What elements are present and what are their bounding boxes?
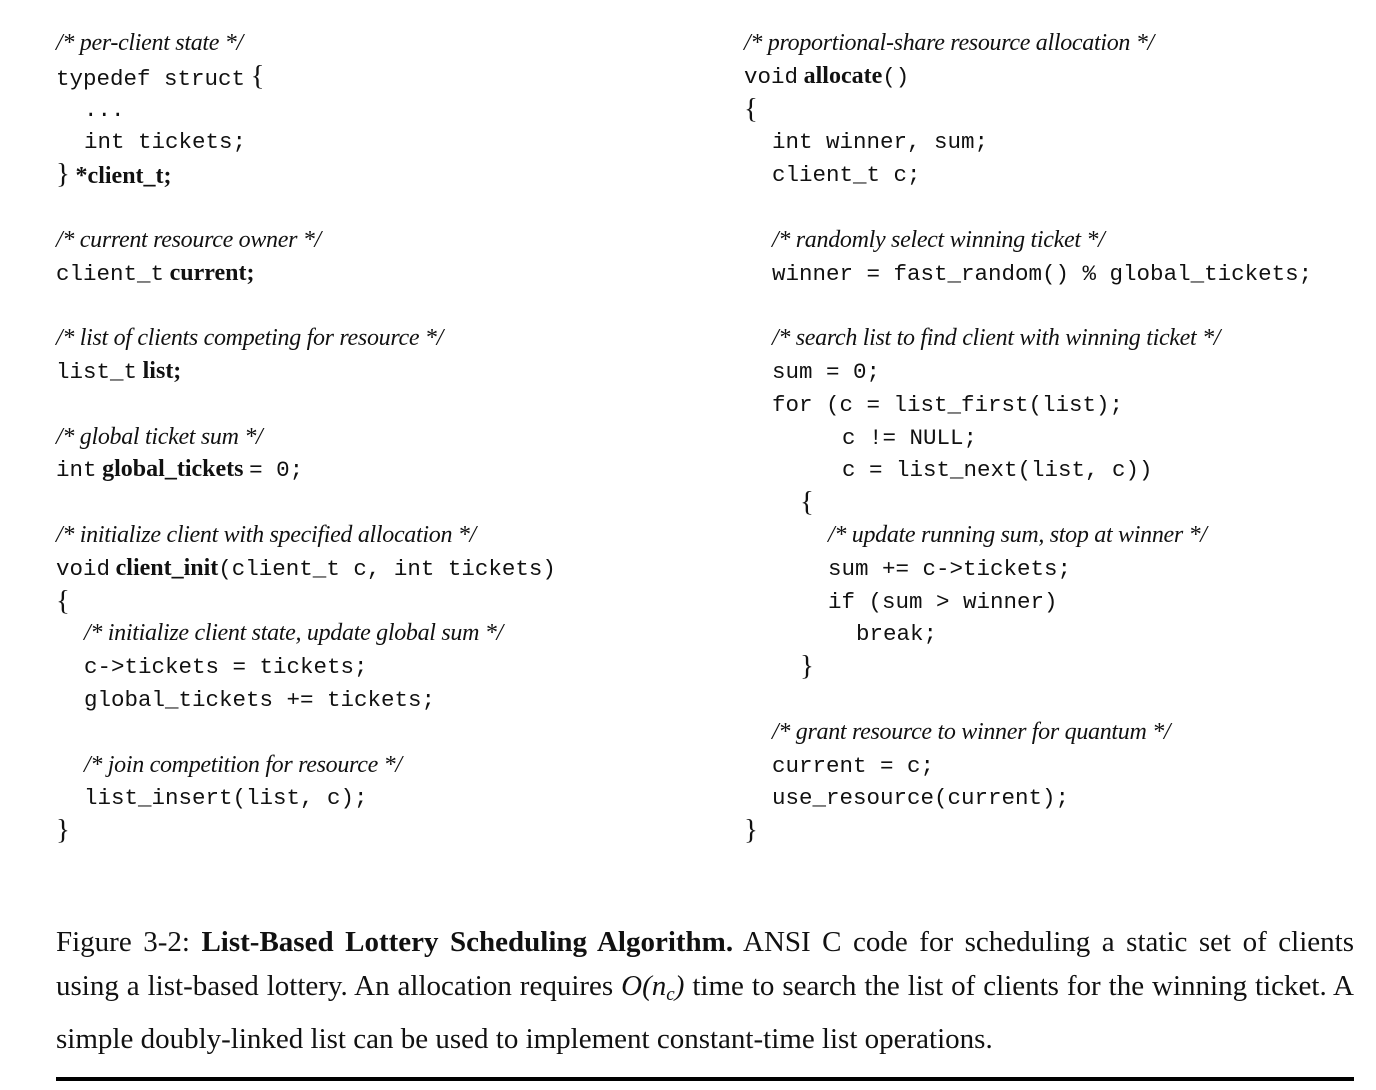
brace: { [800, 486, 814, 519]
variable-name: list; [142, 357, 182, 384]
brace: { [250, 59, 265, 92]
code-comment: /* per-client state */ [56, 30, 243, 56]
code-line: typedef struct [56, 65, 246, 92]
code-line: int [56, 457, 97, 484]
code-line: sum = 0; [772, 358, 881, 385]
code-comment: /* initialize client with specified allocation */ [56, 521, 476, 548]
code-line: list_insert(list, c); [84, 785, 368, 812]
function-name: allocate [803, 62, 883, 89]
code-line: int tickets; [84, 129, 247, 156]
code-comment: /* join competition for resource */ [84, 751, 402, 778]
figure-title: List-Based Lottery Scheduling Algorithm. [201, 926, 734, 958]
code-line: sum += c->tickets; [828, 555, 1072, 582]
code-comment: /* current resource owner */ [56, 226, 321, 253]
code-line: global_tickets += tickets; [84, 686, 436, 713]
code-line: if (sum > winner) [828, 588, 1058, 615]
code-line: winner = fast_random() % global_tickets; [772, 260, 1313, 287]
caption-text: time to search the list of clients for the winning ticket. A simple doubly-linked list can be used to implement constant-time list operations. [56, 970, 1355, 1055]
figure-caption [56, 920, 1354, 1061]
code-line: c = list_next(list, c)) [842, 457, 1153, 484]
figure-label: Figure 3-2: [56, 926, 190, 958]
brace: } [800, 650, 814, 683]
code-comment: /* randomly select winning ticket */ [772, 226, 1105, 253]
brace: } [56, 158, 70, 191]
code-line: for (c = list_first(list); [772, 391, 1124, 418]
brace: } [56, 814, 70, 847]
caption-text: ANSI C code for scheduling a static set of clients using a list-based lottery. An allocation requires [56, 926, 1354, 1002]
variable-name: global_tickets [102, 456, 244, 483]
right-code-column [744, 27, 1364, 847]
brace: { [56, 584, 70, 617]
code-line: client_t c; [772, 162, 921, 189]
code-line: (client_t c, int tickets) [218, 555, 556, 582]
code-line: int winner, sum; [772, 129, 989, 156]
math-complexity: $O(n_c)$ [621, 970, 685, 1005]
left-code-column [56, 27, 716, 847]
code-line: list_t [56, 358, 138, 385]
code-line: use_resource(current); [772, 785, 1070, 812]
code-line: current = c; [772, 752, 935, 779]
code-line: client_t [56, 260, 165, 287]
code-comment: /* global ticket sum */ [56, 423, 263, 450]
code-comment: /* grant resource to winner for quantum */ [772, 718, 1171, 745]
code-line: () [882, 63, 910, 90]
code-line: c->tickets = tickets; [84, 654, 368, 681]
variable-name: current; [169, 259, 255, 286]
code-comment: /* initialize client state, update global sum */ [84, 620, 503, 647]
code-comment: /* proportional-share resource allocation */ [744, 30, 1154, 56]
code-line: break; [856, 621, 938, 648]
code-line: ... [84, 96, 125, 123]
code-comment: /* update running sum, stop at winner */ [828, 521, 1207, 548]
type-name: *client_t; [75, 163, 172, 190]
code-line: = 0; [249, 457, 304, 484]
function-name: client_init [115, 554, 219, 581]
brace: } [744, 814, 758, 847]
code-line: c != NULL; [842, 424, 978, 451]
code-comment: /* list of clients competing for resource */ [56, 325, 443, 352]
brace: { [744, 92, 758, 125]
horizontal-rule [56, 1077, 1354, 1081]
code-comment: /* search list to find client with winning ticket */ [772, 325, 1221, 352]
code-line: void [56, 555, 111, 582]
code-line: void [744, 63, 799, 90]
